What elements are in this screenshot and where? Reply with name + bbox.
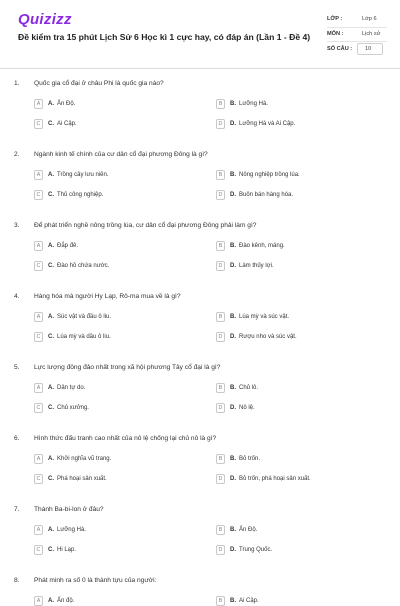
option-letter: A.: [48, 527, 54, 533]
option-letter: B.: [230, 243, 236, 249]
question-number: 2.: [14, 151, 20, 158]
answer-option-b[interactable]: [216, 312, 289, 322]
quizizz-logo: Quizizz: [18, 11, 72, 28]
subject-underline: [327, 41, 387, 42]
answer-option-b[interactable]: [216, 383, 258, 393]
option-text: Nông nghiệp trồng lúa.: [239, 172, 300, 178]
option-text: Rượu nho và súc vật.: [239, 334, 297, 340]
option-text: Lưỡng Hà và Ai Cập.: [239, 121, 296, 127]
option-text: Trồng cây lưu niên.: [57, 172, 109, 178]
option-letter-box: D: [216, 119, 225, 129]
option-letter-box: D: [216, 403, 225, 413]
answer-option-d[interactable]: [216, 332, 297, 342]
option-text: Đào hồ chứa nước.: [57, 263, 110, 269]
question-text: Phát minh ra số 0 là thành tựu của người:: [34, 577, 157, 584]
option-letter: B.: [230, 101, 236, 107]
question-text: Hình thức đấu tranh cao nhất của nô lệ chống lại chủ nô là gì?: [34, 435, 217, 442]
option-text: Làm thủy lợi.: [239, 263, 274, 269]
option-letter-box: A: [34, 525, 43, 535]
option-text: Lưỡng Hà.: [239, 101, 268, 107]
answer-option-b[interactable]: [216, 525, 257, 535]
option-letter-box: B: [216, 170, 225, 180]
option-letter-box: A: [34, 596, 43, 606]
option-letter-box: A: [34, 383, 43, 393]
option-letter-box: B: [216, 596, 225, 606]
answer-option-d[interactable]: [216, 403, 255, 413]
option-text: Trung Quốc.: [239, 547, 273, 553]
answer-option-d[interactable]: [216, 261, 274, 271]
option-text: Dân tự do.: [57, 385, 86, 391]
option-letter-box: C: [34, 261, 43, 271]
answer-option-a[interactable]: [34, 99, 75, 109]
option-letter-box: D: [216, 545, 225, 555]
class-value: Lớp 6: [362, 16, 377, 22]
option-letter: A.: [48, 172, 54, 178]
option-text: Phá hoại sản xuất.: [57, 476, 107, 482]
option-letter-box: B: [216, 99, 225, 109]
worksheet-header: [0, 0, 400, 68]
question-text: Để phát triển nghề nông trồng lúa, cư dân cổ đại phương Đông phải làm gì?: [34, 222, 257, 229]
answer-option-d[interactable]: [216, 474, 311, 484]
option-letter: A.: [48, 456, 54, 462]
answer-option-b[interactable]: [216, 170, 300, 180]
question-number: 7.: [14, 506, 20, 513]
answer-option-d[interactable]: [216, 190, 293, 200]
option-letter: B.: [230, 314, 236, 320]
class-label: LỚP :: [327, 16, 343, 22]
question-text: Thành Ba-bi-lon ở đâu?: [34, 506, 104, 513]
question-text: Ngành kinh tế chính của cư dân cổ đại phương Đông là gì?: [34, 151, 208, 158]
option-letter: C.: [48, 121, 54, 127]
option-letter-box: A: [34, 241, 43, 251]
option-letter-box: B: [216, 454, 225, 464]
option-letter: D.: [230, 121, 236, 127]
question-text: Hàng hóa mà người Hy Lạp, Rô-ma mua về là gì?: [34, 293, 181, 300]
answer-option-b[interactable]: [216, 241, 285, 251]
option-text: Khởi nghĩa vũ trang.: [57, 456, 112, 462]
header-divider: [0, 68, 400, 69]
question-number: 8.: [14, 577, 20, 584]
answer-option-c[interactable]: [34, 545, 76, 555]
answer-option-c[interactable]: [34, 403, 89, 413]
option-text: Lúa mỳ và dầu ô liu.: [57, 334, 111, 340]
option-letter: D.: [230, 334, 236, 340]
option-letter: D.: [230, 192, 236, 198]
answer-option-d[interactable]: [216, 545, 272, 555]
subject-label: MÔN :: [327, 31, 344, 37]
option-letter: D.: [230, 547, 236, 553]
option-letter: B.: [230, 385, 236, 391]
option-letter: C.: [48, 547, 54, 553]
answer-option-a[interactable]: [34, 170, 109, 180]
option-letter-box: C: [34, 119, 43, 129]
option-letter-box: B: [216, 312, 225, 322]
answer-option-a[interactable]: [34, 383, 85, 393]
option-text: Ai Cập.: [239, 598, 259, 604]
answer-option-d[interactable]: [216, 119, 295, 129]
answer-option-b[interactable]: [216, 596, 259, 606]
option-text: Buôn bán hàng hóa.: [239, 192, 294, 198]
option-letter: B.: [230, 172, 236, 178]
answer-option-b[interactable]: [216, 454, 260, 464]
option-letter-box: C: [34, 403, 43, 413]
option-letter: D.: [230, 263, 236, 269]
option-text: Chủ xưởng.: [57, 405, 89, 411]
option-letter: C.: [48, 263, 54, 269]
question-number: 1.: [14, 80, 20, 87]
question-number: 5.: [14, 364, 20, 371]
option-letter-box: C: [34, 190, 43, 200]
option-letter: A.: [48, 385, 54, 391]
answer-option-a[interactable]: [34, 525, 86, 535]
option-letter: C.: [48, 334, 54, 340]
answer-option-c[interactable]: [34, 474, 107, 484]
question-number: 4.: [14, 293, 20, 300]
option-letter-box: D: [216, 332, 225, 342]
question-number: 6.: [14, 435, 20, 442]
option-letter-box: A: [34, 99, 43, 109]
answer-option-c[interactable]: [34, 190, 103, 200]
option-text: Lúa mỳ và súc vật.: [239, 314, 290, 320]
option-text: Chủ lô.: [239, 385, 259, 391]
option-letter-box: B: [216, 241, 225, 251]
option-letter: C.: [48, 476, 54, 482]
option-letter-box: D: [216, 190, 225, 200]
question-count-label: SỐ CÂU :: [327, 46, 353, 52]
option-text: Bỏ trốn, phá hoại sản xuất.: [239, 476, 311, 482]
option-text: Đắp đê.: [57, 243, 79, 249]
question-text: Quốc gia cổ đại ở châu Phi là quốc gia nào?: [34, 80, 164, 87]
option-text: Ai Cập.: [57, 121, 77, 127]
option-text: Ấn độ.: [57, 598, 75, 604]
answer-option-a[interactable]: [34, 454, 111, 464]
option-text: Súc vật và đầu ô liu.: [57, 314, 112, 320]
option-letter-box: B: [216, 525, 225, 535]
answer-option-b[interactable]: [216, 99, 268, 109]
option-letter-box: C: [34, 545, 43, 555]
option-letter: A.: [48, 243, 54, 249]
option-letter-box: D: [216, 474, 225, 484]
worksheet-title: Đề kiểm tra 15 phút Lịch Sử 6 Học kì 1 cực hay, có đáp án (Lần 1 - Đề 4): [18, 32, 311, 42]
option-letter: C.: [48, 405, 54, 411]
option-letter: A.: [48, 101, 54, 107]
question-number: 3.: [14, 222, 20, 229]
option-text: Thủ công nghiệp.: [57, 192, 104, 198]
option-letter: D.: [230, 405, 236, 411]
option-letter: B.: [230, 527, 236, 533]
option-letter-box: B: [216, 383, 225, 393]
option-letter-box: A: [34, 170, 43, 180]
option-letter-box: C: [34, 332, 43, 342]
answer-option-c[interactable]: [34, 119, 77, 129]
answer-option-a[interactable]: [34, 241, 78, 251]
option-text: Nô lệ.: [239, 405, 255, 411]
option-letter-box: A: [34, 454, 43, 464]
option-letter-box: D: [216, 261, 225, 271]
answer-option-a[interactable]: [34, 596, 74, 606]
option-text: Lưỡng Hà.: [57, 527, 86, 533]
option-letter: C.: [48, 192, 54, 198]
option-text: Ấn Độ.: [57, 101, 76, 107]
option-text: Đào kênh, máng.: [239, 243, 285, 249]
question-text: Lực lượng đông đảo nhất trong xã hội phương Tây cổ đại là gì?: [34, 364, 221, 371]
option-letter: A.: [48, 314, 54, 320]
subject-value: Lịch sử: [362, 31, 381, 37]
option-letter-box: A: [34, 312, 43, 322]
option-letter: D.: [230, 476, 236, 482]
class-underline: [327, 27, 387, 28]
question-count-value: 10: [365, 46, 372, 52]
answer-option-c[interactable]: [34, 332, 111, 342]
option-text: Bỏ trốn.: [239, 456, 261, 462]
option-letter: B.: [230, 598, 236, 604]
option-letter-box: C: [34, 474, 43, 484]
option-letter: B.: [230, 456, 236, 462]
option-letter: A.: [48, 598, 54, 604]
option-text: Hi Lạp.: [57, 547, 77, 553]
answer-option-a[interactable]: [34, 312, 111, 322]
answer-option-c[interactable]: [34, 261, 109, 271]
option-text: Ấn Độ.: [239, 527, 258, 533]
